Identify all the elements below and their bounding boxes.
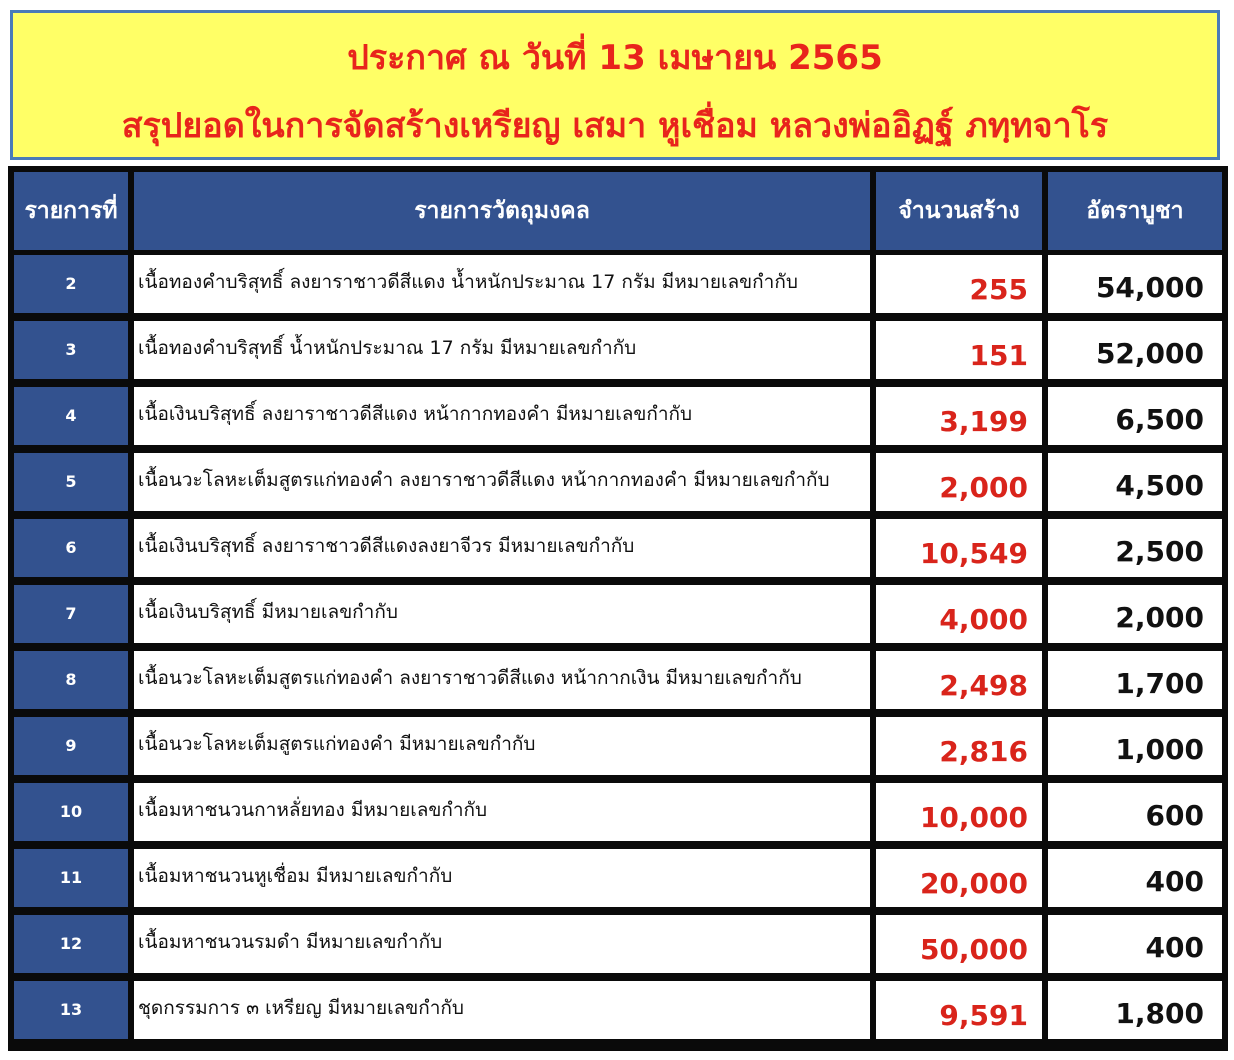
row-price: 1,800 [1048, 981, 1222, 1039]
column-header-price: อัตราบูชา [1048, 172, 1222, 250]
row-number: 5 [14, 453, 128, 511]
table-row [8, 515, 1228, 581]
row-price: 54,000 [1048, 255, 1222, 313]
row-price: 2,000 [1048, 585, 1222, 643]
column-header-no: รายการที่ [14, 172, 128, 250]
announcement-date-title: ประกาศ ณ วันที่ 13 เมษายน 2565 [347, 38, 883, 78]
table-header-row [8, 166, 1228, 256]
row-item: เนื้อนวะโลหะเต็มสูตรแก่ทองคำ ลงยาราชาวดีสีแดง หน้ากากเงิน มีหมายเลขกำกับ [134, 651, 870, 709]
row-item: เนื้อเงินบริสุทธิ์ ลงยาราชาวดีสีแดง หน้ากากทองคำ มีหมายเลขกำกับ [134, 387, 870, 445]
row-price: 52,000 [1048, 321, 1222, 379]
row-item: เนื้อมหาชนวนกาหลั่ยทอง มีหมายเลขกำกับ [134, 783, 870, 841]
row-price: 4,500 [1048, 453, 1222, 511]
row-quantity: 2,816 [876, 717, 1042, 775]
row-price: 400 [1048, 915, 1222, 973]
row-item: เนื้อทองคำบริสุทธิ์ ลงยาราชาวดีสีแดง น้ำหนักประมาณ 17 กรัม มีหมายเลขกำกับ [134, 255, 870, 313]
row-item: เนื้อนวะโลหะเต็มสูตรแก่ทองคำ ลงยาราชาวดีสีแดง หน้ากากทองคำ มีหมายเลขกำกับ [134, 453, 870, 511]
row-quantity: 3,199 [876, 387, 1042, 445]
row-number: 12 [14, 915, 128, 973]
row-item: ชุดกรรมการ ๓ เหรียญ มีหมายเลขกำกับ [134, 981, 870, 1039]
row-item: เนื้อทองคำบริสุทธิ์ น้ำหนักประมาณ 17 กรัม มีหมายเลขกำกับ [134, 321, 870, 379]
announcement-banner [10, 10, 1220, 160]
table-row [8, 647, 1228, 713]
row-item: เนื้อมหาชนวนรมดำ มีหมายเลขกำกับ [134, 915, 870, 973]
row-number: 2 [14, 255, 128, 313]
table-row [8, 977, 1228, 1043]
row-number: 8 [14, 651, 128, 709]
row-quantity: 2,498 [876, 651, 1042, 709]
row-quantity: 10,000 [876, 783, 1042, 841]
table-row [8, 581, 1228, 647]
row-item: เนื้อเงินบริสุทธิ์ มีหมายเลขกำกับ [134, 585, 870, 643]
row-price: 400 [1048, 849, 1222, 907]
summary-table [8, 166, 1228, 1051]
column-header-item: รายการวัตถุมงคล [134, 172, 870, 250]
row-number: 11 [14, 849, 128, 907]
table-row [8, 251, 1228, 317]
row-price: 1,700 [1048, 651, 1222, 709]
row-number: 7 [14, 585, 128, 643]
row-number: 3 [14, 321, 128, 379]
row-price: 600 [1048, 783, 1222, 841]
row-price: 6,500 [1048, 387, 1222, 445]
row-number: 9 [14, 717, 128, 775]
row-quantity: 9,591 [876, 981, 1042, 1039]
table-row [8, 449, 1228, 515]
row-number: 10 [14, 783, 128, 841]
table-row [8, 779, 1228, 845]
row-quantity: 10,549 [876, 519, 1042, 577]
row-quantity: 151 [876, 321, 1042, 379]
row-item: เนื้อมหาชนวนหูเชื่อม มีหมายเลขกำกับ [134, 849, 870, 907]
row-quantity: 4,000 [876, 585, 1042, 643]
announcement-summary-title: สรุปยอดในการจัดสร้างเหรียญ เสมา หูเชื่อม หลวงพ่ออิฏฐ์ ภทฺทจาโร [121, 106, 1109, 146]
row-quantity: 20,000 [876, 849, 1042, 907]
table-row [8, 845, 1228, 911]
row-item: เนื้อนวะโลหะเต็มสูตรแก่ทองคำ มีหมายเลขกำกับ [134, 717, 870, 775]
row-quantity: 50,000 [876, 915, 1042, 973]
table-row [8, 713, 1228, 779]
column-header-quantity: จำนวนสร้าง [876, 172, 1042, 250]
table-row [8, 317, 1228, 383]
row-number: 4 [14, 387, 128, 445]
table-row [8, 383, 1228, 449]
row-price: 2,500 [1048, 519, 1222, 577]
row-price: 1,000 [1048, 717, 1222, 775]
row-number: 13 [14, 981, 128, 1039]
table-row [8, 911, 1228, 977]
row-item: เนื้อเงินบริสุทธิ์ ลงยาราชาวดีสีแดงลงยาจีวร มีหมายเลขกำกับ [134, 519, 870, 577]
row-number: 6 [14, 519, 128, 577]
row-quantity: 255 [876, 255, 1042, 313]
row-quantity: 2,000 [876, 453, 1042, 511]
